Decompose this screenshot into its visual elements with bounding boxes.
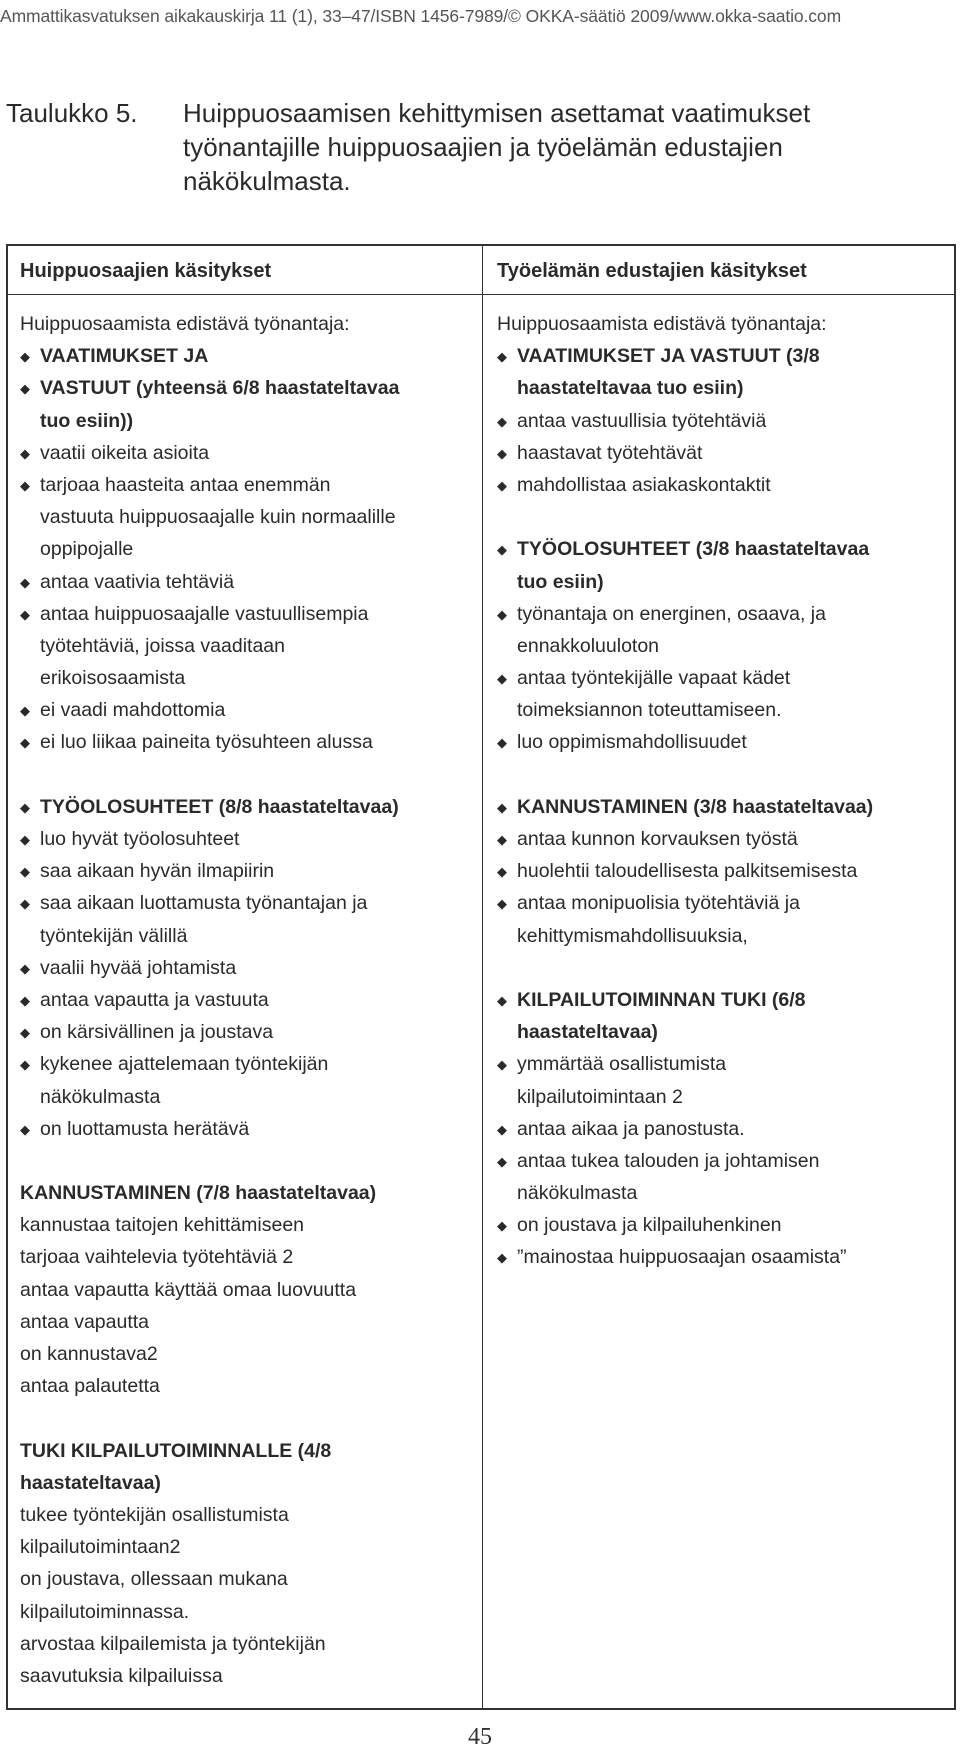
- diamond-bullet-icon: ◆: [497, 896, 507, 912]
- line-text: saavutuksia kilpailuissa: [20, 1664, 223, 1687]
- text-line: [20, 1338, 470, 1370]
- line-text: VAATIMUKSET JA: [40, 345, 209, 368]
- text-line: [20, 1241, 470, 1273]
- bullet-item: [497, 405, 952, 437]
- line-text: on joustava, ollessaan mukana: [20, 1568, 288, 1591]
- bullet-item: [20, 469, 470, 501]
- bullet-item: [20, 823, 470, 855]
- line-text: on luottamusta herätävä: [40, 1117, 250, 1140]
- bullet-item: [20, 598, 470, 630]
- comparison-table: [6, 244, 956, 1710]
- line-text: kykenee ajattelemaan työntekijän: [40, 1053, 329, 1076]
- bullet-item: [20, 566, 470, 598]
- table-border-bottom: [6, 1708, 956, 1710]
- line-text: on kärsivällinen ja joustava: [40, 1021, 274, 1044]
- line-text: kilpailutoimintaan2: [20, 1536, 181, 1559]
- text-line: [20, 308, 470, 340]
- text-line: [20, 405, 470, 437]
- line-text: työntekijän välillä: [40, 924, 188, 947]
- bullet-item: [20, 855, 470, 887]
- diamond-bullet-icon: ◆: [497, 1218, 507, 1234]
- text-line: [20, 1563, 470, 1595]
- line-text: vaatii oikeita asioita: [40, 441, 210, 464]
- diamond-bullet-icon: ◆: [20, 1025, 30, 1041]
- table-border-right: [954, 244, 956, 1710]
- diamond-bullet-icon: ◆: [20, 574, 30, 590]
- bullet-item: [497, 437, 952, 469]
- text-line: [20, 1596, 470, 1628]
- text-line: [20, 1370, 470, 1402]
- spacer: [20, 759, 470, 791]
- line-text: toimeksiannon toteuttamiseen.: [517, 699, 782, 722]
- line-text: saa aikaan luottamusta työnantajan ja: [40, 892, 368, 915]
- line-text: ymmärtää osallistumista: [517, 1053, 727, 1076]
- bullet-item: [20, 694, 470, 726]
- column-divider: [482, 244, 483, 1710]
- text-line: [497, 694, 952, 726]
- line-text: työtehtäviä, joissa vaaditaan: [40, 634, 285, 657]
- text-line: [497, 1177, 952, 1209]
- line-text: antaa vapautta: [20, 1310, 150, 1333]
- line-text: antaa vapautta käyttää omaa luovuutta: [20, 1278, 357, 1301]
- diamond-bullet-icon: ◆: [497, 799, 507, 815]
- header-divider: [6, 294, 956, 295]
- line-text: ennakkoluuloton: [517, 634, 660, 657]
- bullet-item: [497, 1145, 952, 1177]
- table-border-top: [6, 244, 956, 246]
- bullet-item: [497, 726, 952, 758]
- diamond-bullet-icon: ◆: [497, 1057, 507, 1073]
- diamond-bullet-icon: ◆: [497, 735, 507, 751]
- line-text: tuo esiin): [517, 570, 604, 593]
- table-title-line: työnantajille huippuosaajien ja työelämän edustajien: [183, 132, 783, 162]
- text-line: [20, 630, 470, 662]
- diamond-bullet-icon: ◆: [20, 349, 30, 365]
- line-text: antaa työntekijälle vapaat kädet: [517, 667, 791, 690]
- line-text: TUKI KILPAILUTOIMINNALLE (4/8: [20, 1439, 332, 1462]
- bullet-item: [20, 1016, 470, 1048]
- line-text: kehittymismahdollisuuksia,: [517, 924, 748, 947]
- bullet-item: [497, 791, 952, 823]
- table-title-line: näkökulmasta.: [183, 166, 351, 196]
- line-text: antaa vastuullisia työtehtäviä: [517, 409, 767, 432]
- text-line: [20, 1274, 470, 1306]
- text-line: [20, 1467, 470, 1499]
- text-line: [497, 372, 952, 404]
- page-number: 45: [468, 1724, 492, 1750]
- line-text: haastavat työtehtävät: [517, 441, 703, 464]
- line-text: kilpailutoimintaan 2: [517, 1085, 683, 1108]
- column-body-right: [497, 308, 952, 1274]
- spacer: [497, 501, 952, 533]
- diamond-bullet-icon: ◆: [20, 477, 30, 493]
- bullet-item: [497, 823, 952, 855]
- diamond-bullet-icon: ◆: [20, 864, 30, 880]
- text-line: [20, 920, 470, 952]
- text-line: [20, 1177, 470, 1209]
- line-text: kannustaa taitojen kehittämiseen: [20, 1214, 305, 1237]
- bullet-item: [497, 1048, 952, 1080]
- line-text: saa aikaan hyvän ilmapiirin: [40, 860, 275, 883]
- diamond-bullet-icon: ◆: [20, 1121, 30, 1137]
- line-text: KANNUSTAMINEN (3/8 haastateltavaa): [517, 795, 874, 818]
- line-text: arvostaa kilpailemista ja työntekijän: [20, 1632, 326, 1655]
- line-text: antaa huippuosaajalle vastuullisempia: [40, 602, 369, 625]
- line-text: ei luo liikaa paineita työsuhteen alussa: [40, 731, 373, 754]
- bullet-item: [20, 1048, 470, 1080]
- line-text: erikoisosaamista: [40, 667, 186, 690]
- bullet-item: [20, 984, 470, 1016]
- diamond-bullet-icon: ◆: [497, 1153, 507, 1169]
- line-text: antaa aikaa ja panostusta.: [517, 1117, 745, 1140]
- table-title-line: Huippuosaamisen kehittymisen asettamat vaatimukset: [183, 98, 811, 128]
- text-line: [20, 1531, 470, 1563]
- text-line: [20, 1081, 470, 1113]
- text-line: [497, 1016, 952, 1048]
- table-title: [183, 96, 943, 198]
- diamond-bullet-icon: ◆: [20, 832, 30, 847]
- line-text: TYÖOLOSUHTEET (3/8 haastateltavaa: [517, 538, 870, 561]
- line-text: antaa palautetta: [20, 1375, 160, 1398]
- line-text: haastateltavaa): [20, 1471, 161, 1494]
- line-text: vastuuta huippuosaajalle kuin normaalille: [40, 506, 396, 529]
- line-text: tarjoaa vaihtelevia työtehtäviä 2: [20, 1246, 294, 1269]
- diamond-bullet-icon: ◆: [20, 992, 30, 1008]
- diamond-bullet-icon: ◆: [497, 349, 507, 365]
- line-text: on joustava ja kilpailuhenkinen: [517, 1214, 782, 1237]
- line-text: tarjoaa haasteita antaa enemmän: [40, 473, 331, 496]
- line-text: VAATIMUKSET JA VASTUUT (3/8: [517, 345, 820, 368]
- line-text: tukee työntekijän osallistumista: [20, 1503, 289, 1526]
- bullet-item: [497, 340, 952, 372]
- bullet-item: [497, 984, 952, 1016]
- text-line: [20, 533, 470, 565]
- line-text: näkökulmasta: [517, 1182, 638, 1205]
- line-text: kilpailutoiminnassa.: [20, 1600, 190, 1623]
- line-text: ei vaadi mahdottomia: [40, 699, 226, 722]
- line-text: huolehtii taloudellisesta palkitsemisesta: [517, 860, 858, 883]
- table-border-left: [6, 244, 8, 1710]
- text-line: [20, 1435, 470, 1467]
- line-text: haastateltavaa tuo esiin): [517, 377, 744, 400]
- bullet-item: [20, 887, 470, 919]
- text-line: [20, 1499, 470, 1531]
- text-line: [20, 662, 470, 694]
- line-text: antaa vaativia tehtäviä: [40, 570, 235, 593]
- line-text: Huippuosaamista edistävä työnantaja:: [497, 313, 827, 335]
- line-text: on kannustava2: [20, 1343, 158, 1365]
- bullet-item: [497, 855, 952, 887]
- bullet-item: [497, 662, 952, 694]
- spacer: [497, 759, 952, 791]
- spacer: [497, 952, 952, 984]
- diamond-bullet-icon: ◆: [497, 864, 507, 880]
- diamond-bullet-icon: ◆: [20, 445, 30, 461]
- bullet-item: [20, 726, 470, 758]
- diamond-bullet-icon: ◆: [20, 1057, 30, 1073]
- bullet-item: [497, 887, 952, 919]
- diamond-bullet-icon: ◆: [20, 799, 30, 815]
- diamond-bullet-icon: ◆: [497, 1250, 507, 1266]
- line-text: antaa kunnon korvauksen työstä: [517, 828, 798, 850]
- text-line: [20, 1306, 470, 1338]
- column-body-left: [20, 308, 470, 1692]
- line-text: luo oppimismahdollisuudet: [517, 731, 747, 754]
- line-text: tuo esiin)): [40, 409, 134, 432]
- running-head: Ammattikasvatuksen aikakauskirja 11 (1), 33–47/ISBN 1456-7989/© OKKA-säätiö 2009/www.okka-saatio.com: [0, 6, 842, 26]
- line-text: oppipojalle: [40, 538, 134, 561]
- diamond-bullet-icon: ◆: [497, 445, 507, 461]
- diamond-bullet-icon: ◆: [20, 735, 30, 751]
- spacer: [20, 1145, 470, 1177]
- bullet-item: [20, 1113, 470, 1145]
- diamond-bullet-icon: ◆: [20, 381, 30, 397]
- line-text: vaalii hyvää johtamista: [40, 956, 237, 979]
- column-header-right: Työelämän edustajien käsitykset: [497, 260, 807, 282]
- line-text: luo hyvät työolosuhteet: [40, 828, 240, 850]
- bullet-item: [20, 372, 470, 404]
- line-text: antaa vapautta ja vastuuta: [40, 988, 269, 1011]
- diamond-bullet-icon: ◆: [20, 960, 30, 976]
- line-text: työnantaja on energinen, osaava, ja: [517, 602, 826, 625]
- line-text: ”mainostaa huippuosaajan osaamista”: [517, 1246, 847, 1269]
- line-text: Huippuosaamista edistävä työnantaja:: [20, 313, 350, 335]
- table-number: Taulukko 5.: [6, 98, 138, 128]
- diamond-bullet-icon: ◆: [497, 832, 507, 847]
- diamond-bullet-icon: ◆: [497, 477, 507, 493]
- text-line: [20, 501, 470, 533]
- diamond-bullet-icon: ◆: [497, 992, 507, 1008]
- text-line: [497, 920, 952, 952]
- bullet-item: [20, 952, 470, 984]
- line-text: antaa tukea talouden ja johtamisen: [517, 1149, 820, 1172]
- bullet-item: [497, 533, 952, 565]
- bullet-item: [497, 1113, 952, 1145]
- line-text: KILPAILUTOIMINNAN TUKI (6/8: [517, 988, 806, 1011]
- bullet-item: [20, 791, 470, 823]
- text-line: [497, 566, 952, 598]
- text-line: [497, 308, 952, 340]
- bullet-item: [497, 598, 952, 630]
- line-text: VASTUUT (yhteensä 6/8 haastateltavaa: [40, 377, 400, 400]
- line-text: KANNUSTAMINEN (7/8 haastateltavaa): [20, 1182, 377, 1205]
- diamond-bullet-icon: ◆: [20, 606, 30, 622]
- diamond-bullet-icon: ◆: [497, 542, 507, 558]
- line-text: antaa monipuolisia työtehtäviä ja: [517, 892, 800, 915]
- diamond-bullet-icon: ◆: [20, 896, 30, 912]
- bullet-item: [497, 1241, 952, 1273]
- bullet-item: [497, 1209, 952, 1241]
- text-line: [497, 1081, 952, 1113]
- text-line: [20, 1209, 470, 1241]
- diamond-bullet-icon: ◆: [497, 606, 507, 622]
- line-text: TYÖOLOSUHTEET (8/8 haastateltavaa): [40, 795, 399, 818]
- text-line: [497, 630, 952, 662]
- column-header-left: Huippuosaajien käsitykset: [20, 260, 272, 282]
- diamond-bullet-icon: ◆: [20, 703, 30, 719]
- diamond-bullet-icon: ◆: [497, 1121, 507, 1137]
- diamond-bullet-icon: ◆: [497, 671, 507, 687]
- bullet-item: [20, 340, 470, 372]
- text-line: [20, 1660, 470, 1692]
- spacer: [20, 1402, 470, 1434]
- line-text: näkökulmasta: [40, 1085, 161, 1108]
- line-text: haastateltavaa): [517, 1021, 658, 1044]
- bullet-item: [20, 437, 470, 469]
- line-text: mahdollistaa asiakaskontaktit: [517, 473, 771, 496]
- bullet-item: [497, 469, 952, 501]
- text-line: [20, 1628, 470, 1660]
- diamond-bullet-icon: ◆: [497, 413, 507, 429]
